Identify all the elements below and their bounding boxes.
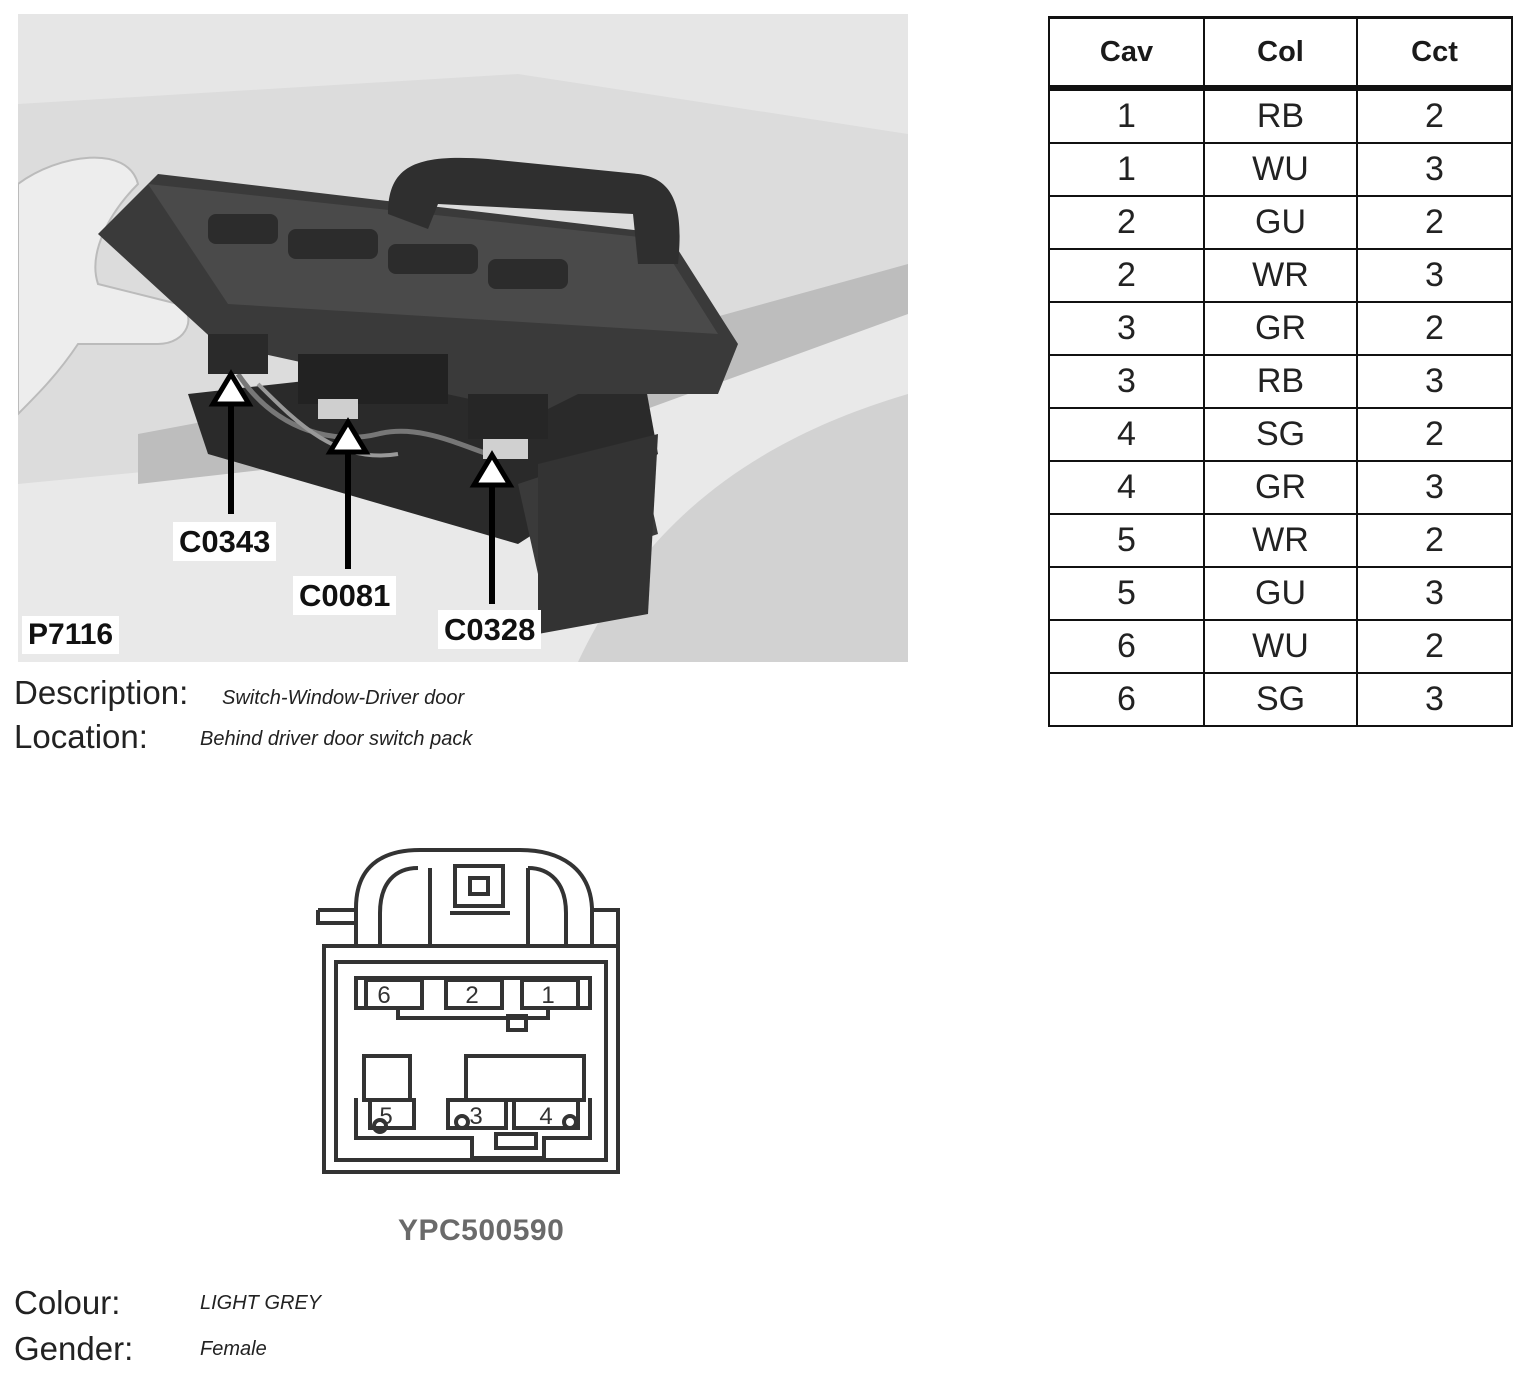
table-row (1049, 249, 1512, 302)
picture-id-label: P7116 (22, 616, 119, 654)
callout-c0328: C0328 (438, 610, 541, 649)
cavity-label-1: 1 (541, 982, 555, 1009)
cell-col: GR (1204, 461, 1357, 514)
cell-cct: 2 (1357, 620, 1512, 673)
header-cav: Cav (1049, 18, 1204, 89)
cell-cav: 2 (1049, 249, 1204, 302)
gender-value: Female (200, 1338, 267, 1360)
colour-value: LIGHT GREY (200, 1292, 322, 1314)
cell-col: GU (1204, 196, 1357, 249)
callout-c0343: C0343 (173, 522, 276, 561)
colour-row (14, 1284, 614, 1324)
cell-cct: 2 (1357, 196, 1512, 249)
table-row (1049, 196, 1512, 249)
cell-cav: 6 (1049, 673, 1204, 726)
cavity-label-5: 5 (379, 1103, 393, 1130)
description-label: Description: (14, 674, 189, 711)
part-number: YPC500590 (398, 1214, 565, 1247)
cavity-label-6: 6 (377, 982, 391, 1009)
table-row (1049, 355, 1512, 408)
table-header-row (1049, 18, 1512, 89)
cell-cav: 1 (1049, 88, 1204, 143)
photo-illustration (18, 14, 908, 662)
connector-location-photo (18, 14, 908, 662)
cell-col: WR (1204, 249, 1357, 302)
cell-cav: 3 (1049, 355, 1204, 408)
table-row (1049, 514, 1512, 567)
cavity-label-4: 4 (539, 1103, 553, 1130)
cell-cct: 3 (1357, 673, 1512, 726)
table-row (1049, 620, 1512, 673)
cell-cct: 2 (1357, 408, 1512, 461)
cell-cav: 6 (1049, 620, 1204, 673)
cell-cct: 2 (1357, 514, 1512, 567)
gender-label: Gender: (14, 1330, 134, 1367)
cell-col: WU (1204, 620, 1357, 673)
location-row (14, 718, 614, 758)
table-row (1049, 88, 1512, 143)
table-row (1049, 567, 1512, 620)
cell-cav: 5 (1049, 567, 1204, 620)
description-value: Switch-Window-Driver door (222, 687, 465, 709)
cell-cct: 2 (1357, 88, 1512, 143)
cell-col: RB (1204, 355, 1357, 408)
cavity-label-3: 3 (469, 1103, 483, 1130)
cell-col: GR (1204, 302, 1357, 355)
cell-col: RB (1204, 88, 1357, 143)
callout-c0081: C0081 (293, 576, 396, 615)
cell-cav: 3 (1049, 302, 1204, 355)
table-row (1049, 302, 1512, 355)
connector-outline (300, 838, 640, 1198)
cell-cct: 3 (1357, 249, 1512, 302)
cell-cct: 3 (1357, 355, 1512, 408)
cell-col: WR (1204, 514, 1357, 567)
cell-col: SG (1204, 408, 1357, 461)
cell-cct: 2 (1357, 302, 1512, 355)
location-value: Behind driver door switch pack (200, 728, 473, 750)
cell-cav: 1 (1049, 143, 1204, 196)
cell-cct: 3 (1357, 567, 1512, 620)
location-label: Location: (14, 718, 148, 755)
table-row (1049, 408, 1512, 461)
cell-col: WU (1204, 143, 1357, 196)
cell-cct: 3 (1357, 461, 1512, 514)
cell-col: GU (1204, 567, 1357, 620)
header-col: Col (1204, 18, 1357, 89)
connector-face-diagram (300, 838, 640, 1203)
cell-col: SG (1204, 673, 1357, 726)
cavity-label-2: 2 (465, 982, 479, 1009)
cell-cav: 2 (1049, 196, 1204, 249)
cell-cav: 4 (1049, 461, 1204, 514)
gender-row (14, 1330, 614, 1370)
pinout-table (1048, 16, 1513, 727)
table-row (1049, 461, 1512, 514)
table-row (1049, 673, 1512, 726)
colour-label: Colour: (14, 1284, 121, 1321)
cell-cav: 5 (1049, 514, 1204, 567)
cell-cav: 4 (1049, 408, 1204, 461)
table-row (1049, 143, 1512, 196)
description-row (14, 674, 614, 714)
cell-cct: 3 (1357, 143, 1512, 196)
header-cct: Cct (1357, 18, 1512, 89)
